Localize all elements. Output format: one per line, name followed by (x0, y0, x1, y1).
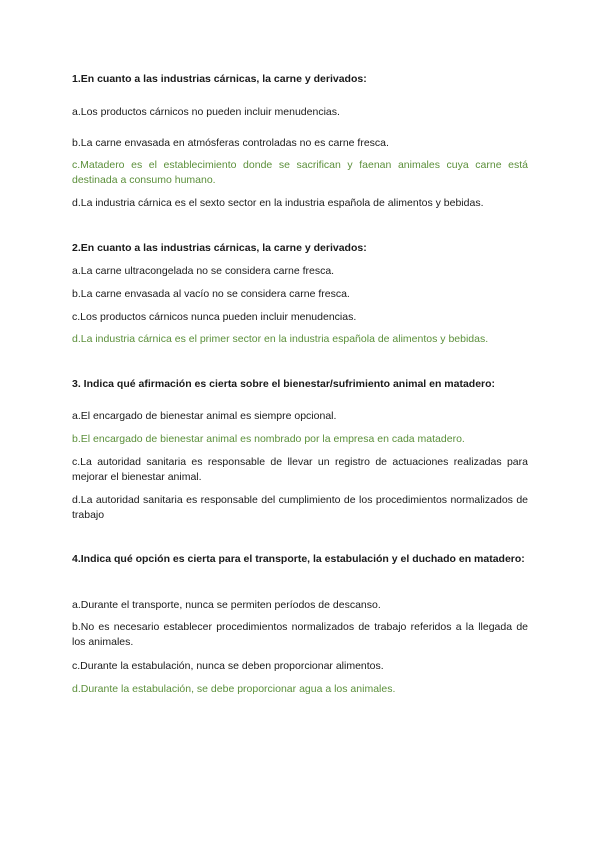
q4-option-c (72, 659, 528, 674)
correct-option-text: d.La industria cárnica es el primer sector en la industria española de alimentos y bebidas. (72, 333, 489, 345)
option-text: d.La industria cárnica es el sexto sector en la industria española de alimentos y bebidas. (72, 197, 484, 209)
q4-option-d (72, 682, 528, 697)
option-text: c.Los productos cárnicos nunca pueden incluir menudencias. (72, 311, 357, 323)
q2-option-b (72, 287, 528, 302)
q3-option-b (72, 432, 528, 447)
correct-option-text: d.Durante la estabulación, se debe proporcionar agua a los animales. (72, 683, 396, 695)
option-text: a.Durante el transporte, nunca se permiten períodos de descanso. (72, 599, 381, 611)
q2-option-d (72, 332, 528, 347)
option-text: a.Los productos cárnicos no pueden incluir menudencias. (72, 106, 340, 118)
option-text: d.La autoridad sanitaria es responsable del cumplimiento de los procedimientos normalizados de trabajo (72, 494, 528, 521)
question-title: 3. Indica qué afirmación es cierta sobre el bienestar/sufrimiento animal en matadero: (72, 378, 496, 390)
question-4 (72, 552, 528, 566)
q3-option-d (72, 493, 528, 522)
q1-option-c (72, 158, 528, 187)
q3-option-c (72, 455, 528, 484)
option-text: b.La carne envasada al vacío no se considera carne fresca. (72, 288, 350, 300)
question-title: 4.Indica qué opción es cierta para el transporte, la estabulación y el duchado en matadero: (72, 553, 525, 565)
option-text: b.No es necesario establecer procedimientos normalizados de trabajo referidos a la llegada de los animales. (72, 621, 528, 648)
correct-option-text: b.El encargado de bienestar animal es nombrado por la empresa en cada matadero. (72, 433, 465, 445)
option-text: a.La carne ultracongelada no se considera carne fresca. (72, 265, 335, 277)
q4-option-a (72, 598, 528, 613)
question-2 (72, 241, 528, 255)
option-text: c.La autoridad sanitaria es responsable de llevar un registro de actuaciones realizadas para mejorar el bienestar animal. (72, 456, 528, 483)
q4-option-b (72, 620, 528, 649)
q1-option-d (72, 196, 528, 211)
q2-option-c (72, 310, 528, 325)
q3-option-a (72, 409, 528, 424)
question-3 (72, 377, 528, 391)
question-1 (72, 72, 528, 86)
option-text: a.El encargado de bienestar animal es siempre opcional. (72, 410, 337, 422)
q1-option-b (72, 136, 528, 151)
q2-option-a (72, 264, 528, 279)
option-text: c.Durante la estabulación, nunca se deben proporcionar alimentos. (72, 660, 384, 672)
correct-option-text: c.Matadero es el establecimiento donde se sacrifican y faenan animales cuya carne está destinada a consumo humano. (72, 159, 528, 186)
q1-option-a (72, 105, 528, 120)
question-title: 2.En cuanto a las industrias cárnicas, la carne y derivados: (72, 242, 367, 254)
option-text: b.La carne envasada en atmósferas controladas no es carne fresca. (72, 137, 389, 149)
question-title: 1.En cuanto a las industrias cárnicas, la carne y derivados: (72, 73, 367, 85)
